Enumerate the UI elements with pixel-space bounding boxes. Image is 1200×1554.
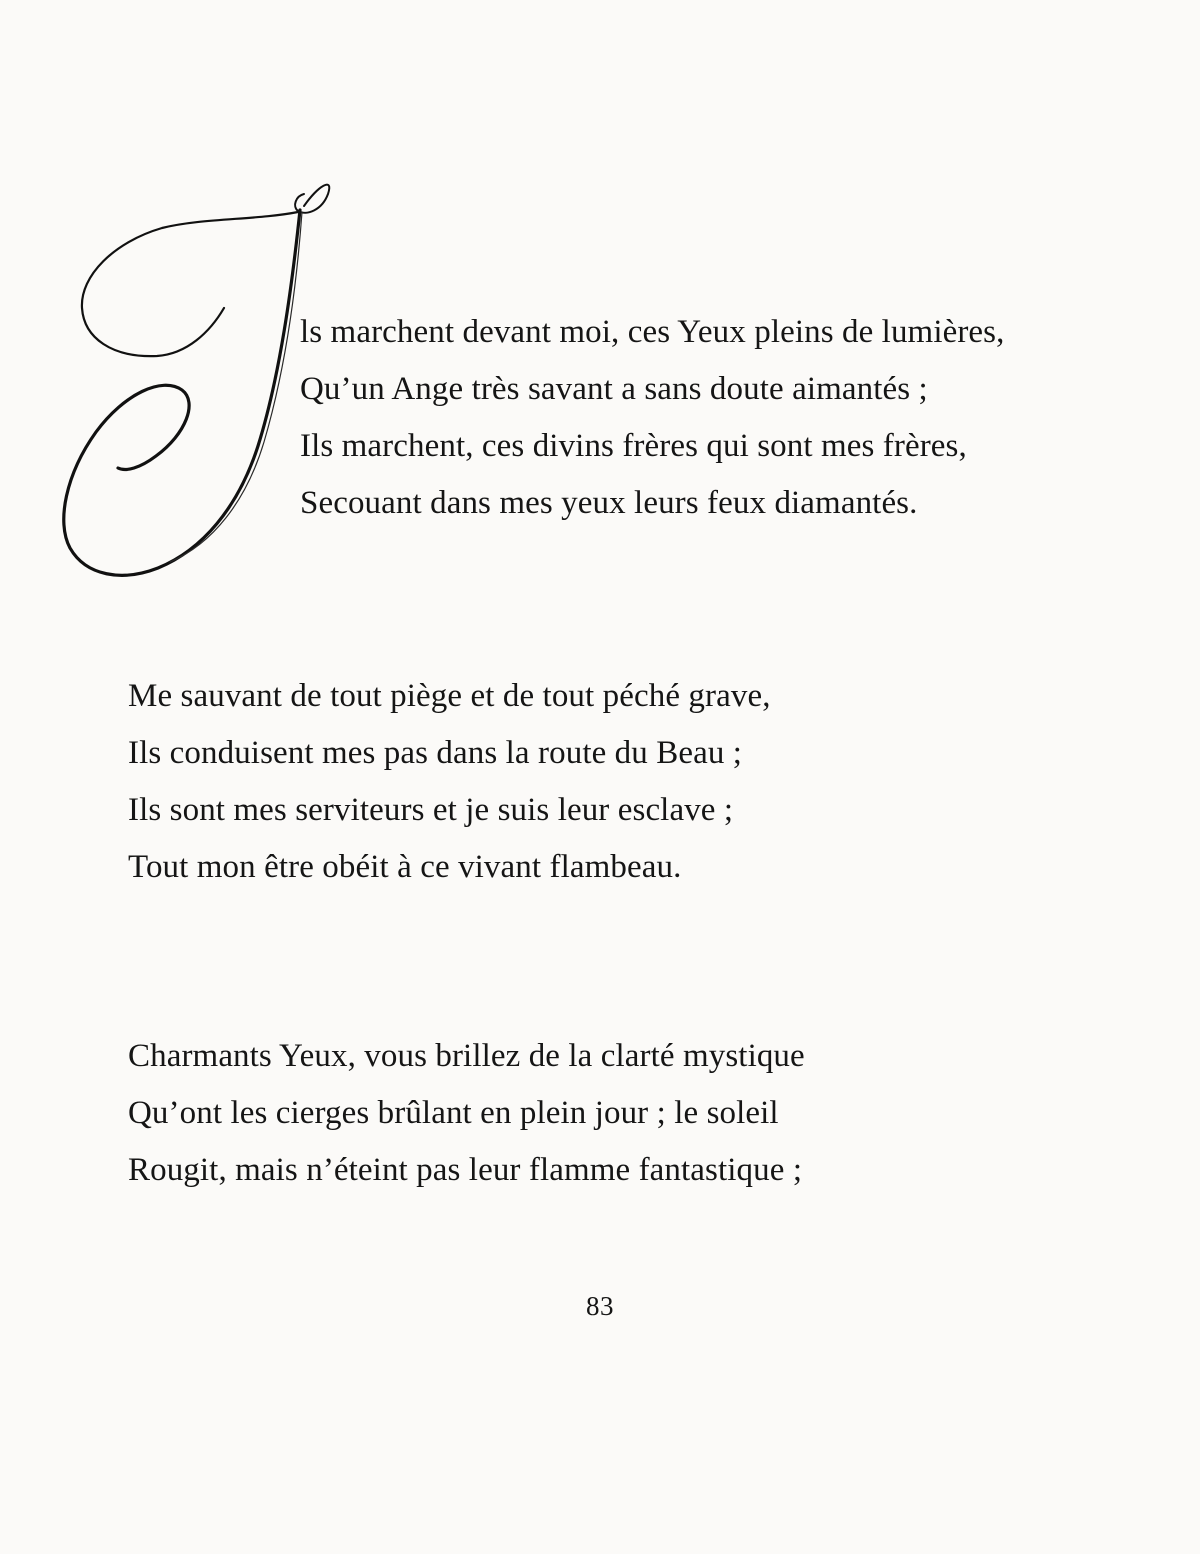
poem-line: Ils conduisent mes pas dans la route du Beau ; <box>128 735 743 771</box>
poem-line: Charmants Yeux, vous brillez de la clarté mystique <box>128 1038 805 1074</box>
poem-line: Ils sont mes serviteurs et je suis leur esclave ; <box>128 792 734 828</box>
poem-line: Secouant dans mes yeux leurs feux diamantés. <box>300 485 918 521</box>
page-number: 83 <box>586 1291 614 1321</box>
poem-line: Qu’ont les cierges brûlant en plein jour ; le soleil <box>128 1095 779 1131</box>
poem-line: Tout mon être obéit à ce vivant flambeau. <box>128 849 682 885</box>
poem-line: Qu’un Ange très savant a sans doute aimantés ; <box>300 371 928 407</box>
stanza-1 <box>300 304 1004 532</box>
stanza-2 <box>128 668 771 896</box>
poem-line: Ils marchent, ces divins frères qui sont mes frères, <box>300 428 967 464</box>
poem-line: Me sauvant de tout piège et de tout péché grave, <box>128 678 771 714</box>
poem-line: ls marchent devant moi, ces Yeux pleins de lumières, <box>300 314 1005 350</box>
poem-line: Rougit, mais n’éteint pas leur flamme fantastique ; <box>128 1152 803 1188</box>
stanza-3 <box>128 1028 805 1199</box>
